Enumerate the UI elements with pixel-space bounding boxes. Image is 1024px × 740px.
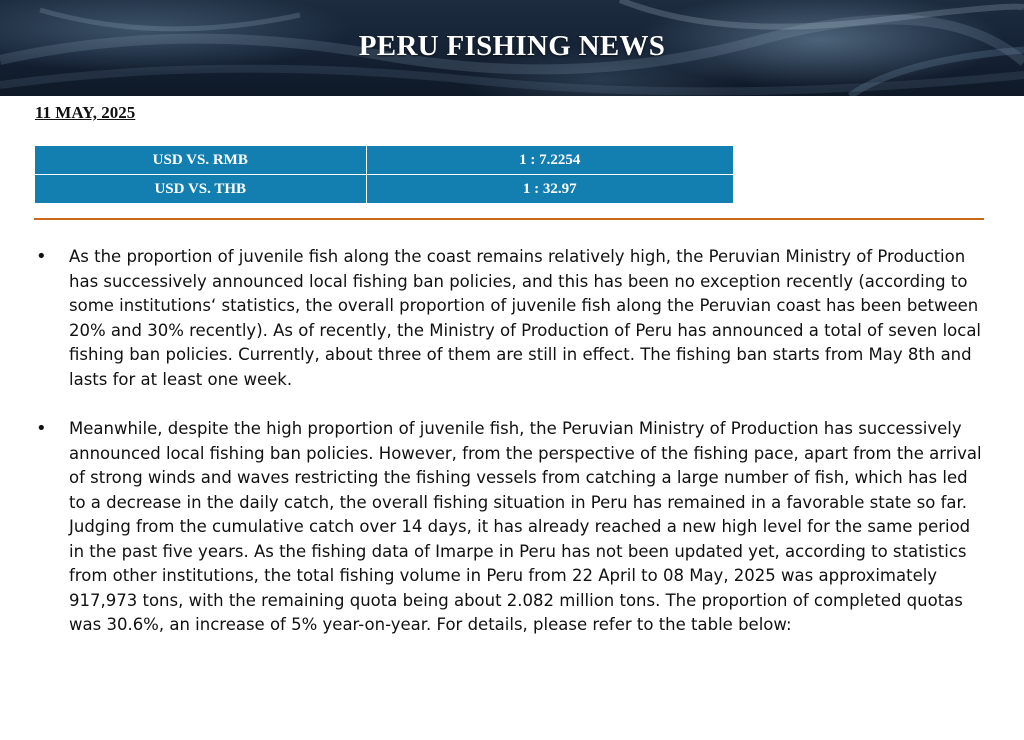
currency-pair-cell: USD VS. THB [35,175,367,204]
bullet-paragraph [36,417,986,638]
bullet-icon: • [36,246,47,267]
report-date: 11 MAY, 2025 [35,103,136,122]
exchange-rate-cell: 1 : 32.97 [366,175,733,204]
article-body [36,245,986,638]
exchange-rate-table [34,145,734,204]
bullet-icon: • [36,418,47,439]
currency-pair-cell: USD VS. RMB [35,146,367,175]
table-row [35,146,734,175]
exchange-rate-cell: 1 : 7.2254 [366,146,733,175]
page-title: PERU FISHING NEWS [358,30,666,62]
header-banner [0,0,1024,96]
section-divider [34,218,984,220]
bullet-paragraph [36,245,986,392]
paragraph-text: Meanwhile, despite the high proportion of juvenile fish, the Peruvian Ministry of Production has successively announced local fishing ban policies. However, from the perspective of the fishing pace, apart from the arrival of strong winds and waves restricting the fishing vessels from catching a large number of fish, which has led to a decrease in the daily catch, the overall fishing situation in Peru has remained in a favorable state so far. Judging from the cumulative catch over 14 days, it has already reached a new high level for the same period in the past five years. As the fishing data of Imarpe in Peru has not been updated yet, according to statistics from other institutions, the total fishing volume in Peru from 22 April to 08 May, 2025 was approximately 917,973 tons, with the remaining quota being about 2.082 million tons. The proportion of completed quotas was 30.6%, an increase of 5% year-on-year. For details, please refer to the table below: [69,419,982,634]
paragraph-text: As the proportion of juvenile fish along the coast remains relatively high, the Peruvian Ministry of Production has successively announced local fishing ban policies, and this has been no exception recently (according to some institutions‘ statistics, the overall proportion of juvenile fish along the Peruvian coast has been between 20% and 30% recently). As of recently, the Ministry of Production of Peru has announced a total of seven local fishing ban policies. Currently, about three of them are still in effect. The fishing ban starts from May 8th and lasts for at least one week. [69,247,982,389]
table-row [35,175,734,204]
